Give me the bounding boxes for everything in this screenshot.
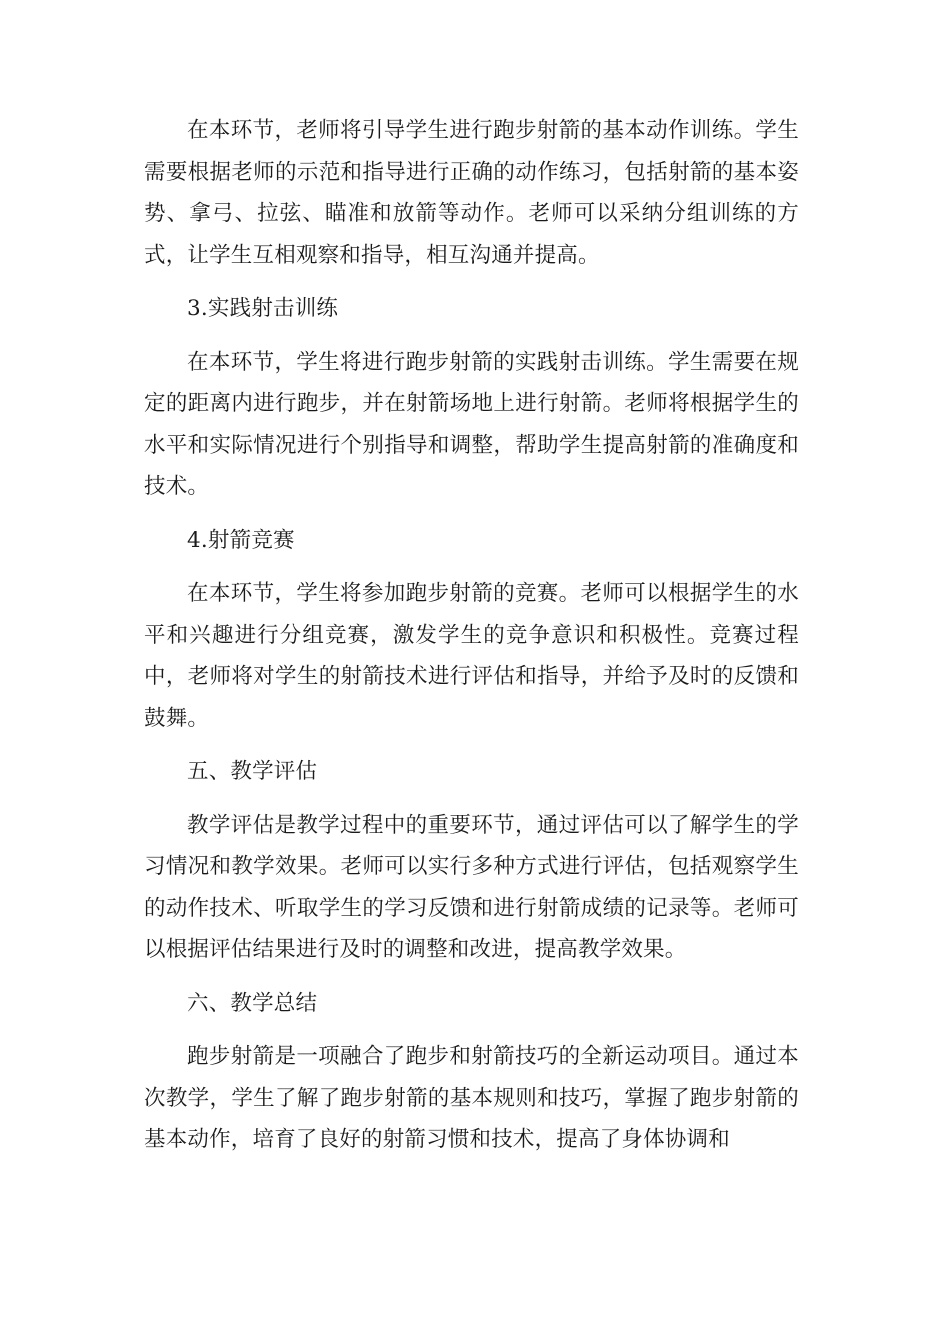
paragraph-practice-shooting: 在本环节，学生将进行跑步射箭的实践射击训练。学生需要在规定的距离内进行跑步，并在射箭场地上进行射箭。老师将根据学生的水平和实际情况进行个别指导和调整，帮助学生提高射箭的准确度和技术。 [144,349,799,499]
heading-archery-competition: 4.射箭竞赛 [187,527,295,553]
paragraph-teaching-summary: 跑步射箭是一项融合了跑步和射箭技巧的全新运动项目。通过本次教学，学生了解了跑步射箭的基本规则和技巧，掌握了跑步射箭的基本动作，培育了良好的射箭习惯和技术，提高了身体协调和 [144,1044,799,1152]
paragraph-archery-competition: 在本环节，学生将参加跑步射箭的竞赛。老师可以根据学生的水平和兴趣进行分组竞赛，激发学生的竞争意识和积极性。竞赛过程中，老师将对学生的射箭技术进行评估和指导，并给予及时的反馈和鼓舞。 [144,581,799,731]
heading-practice-shooting: 3.实践射击训练 [187,296,339,321]
heading-teaching-evaluation: 五、教学评估 [187,759,318,784]
paragraph-teaching-evaluation: 教学评估是教学过程中的重要环节，通过评估可以了解学生的学习情况和教学效果。老师可以实行多种方式进行评估，包括观察学生的动作技术、听取学生的学习反馈和进行射箭成绩的记录等。老师可以根据评估结果进行及时的调整和改进，提高教学效果。 [144,812,799,962]
document-body [144,110,799,1173]
heading-teaching-summary: 六、教学总结 [187,990,318,1016]
paragraph-basic-training: 在本环节，老师将引导学生进行跑步射箭的基本动作训练。学生需要根据老师的示范和指导进行正确的动作练习，包括射箭的基本姿势、拿弓、拉弦、瞄准和放箭等动作。老师可以采纳分组训练的方式，让学生互相观察和指导，相互沟通并提高。 [144,118,799,268]
